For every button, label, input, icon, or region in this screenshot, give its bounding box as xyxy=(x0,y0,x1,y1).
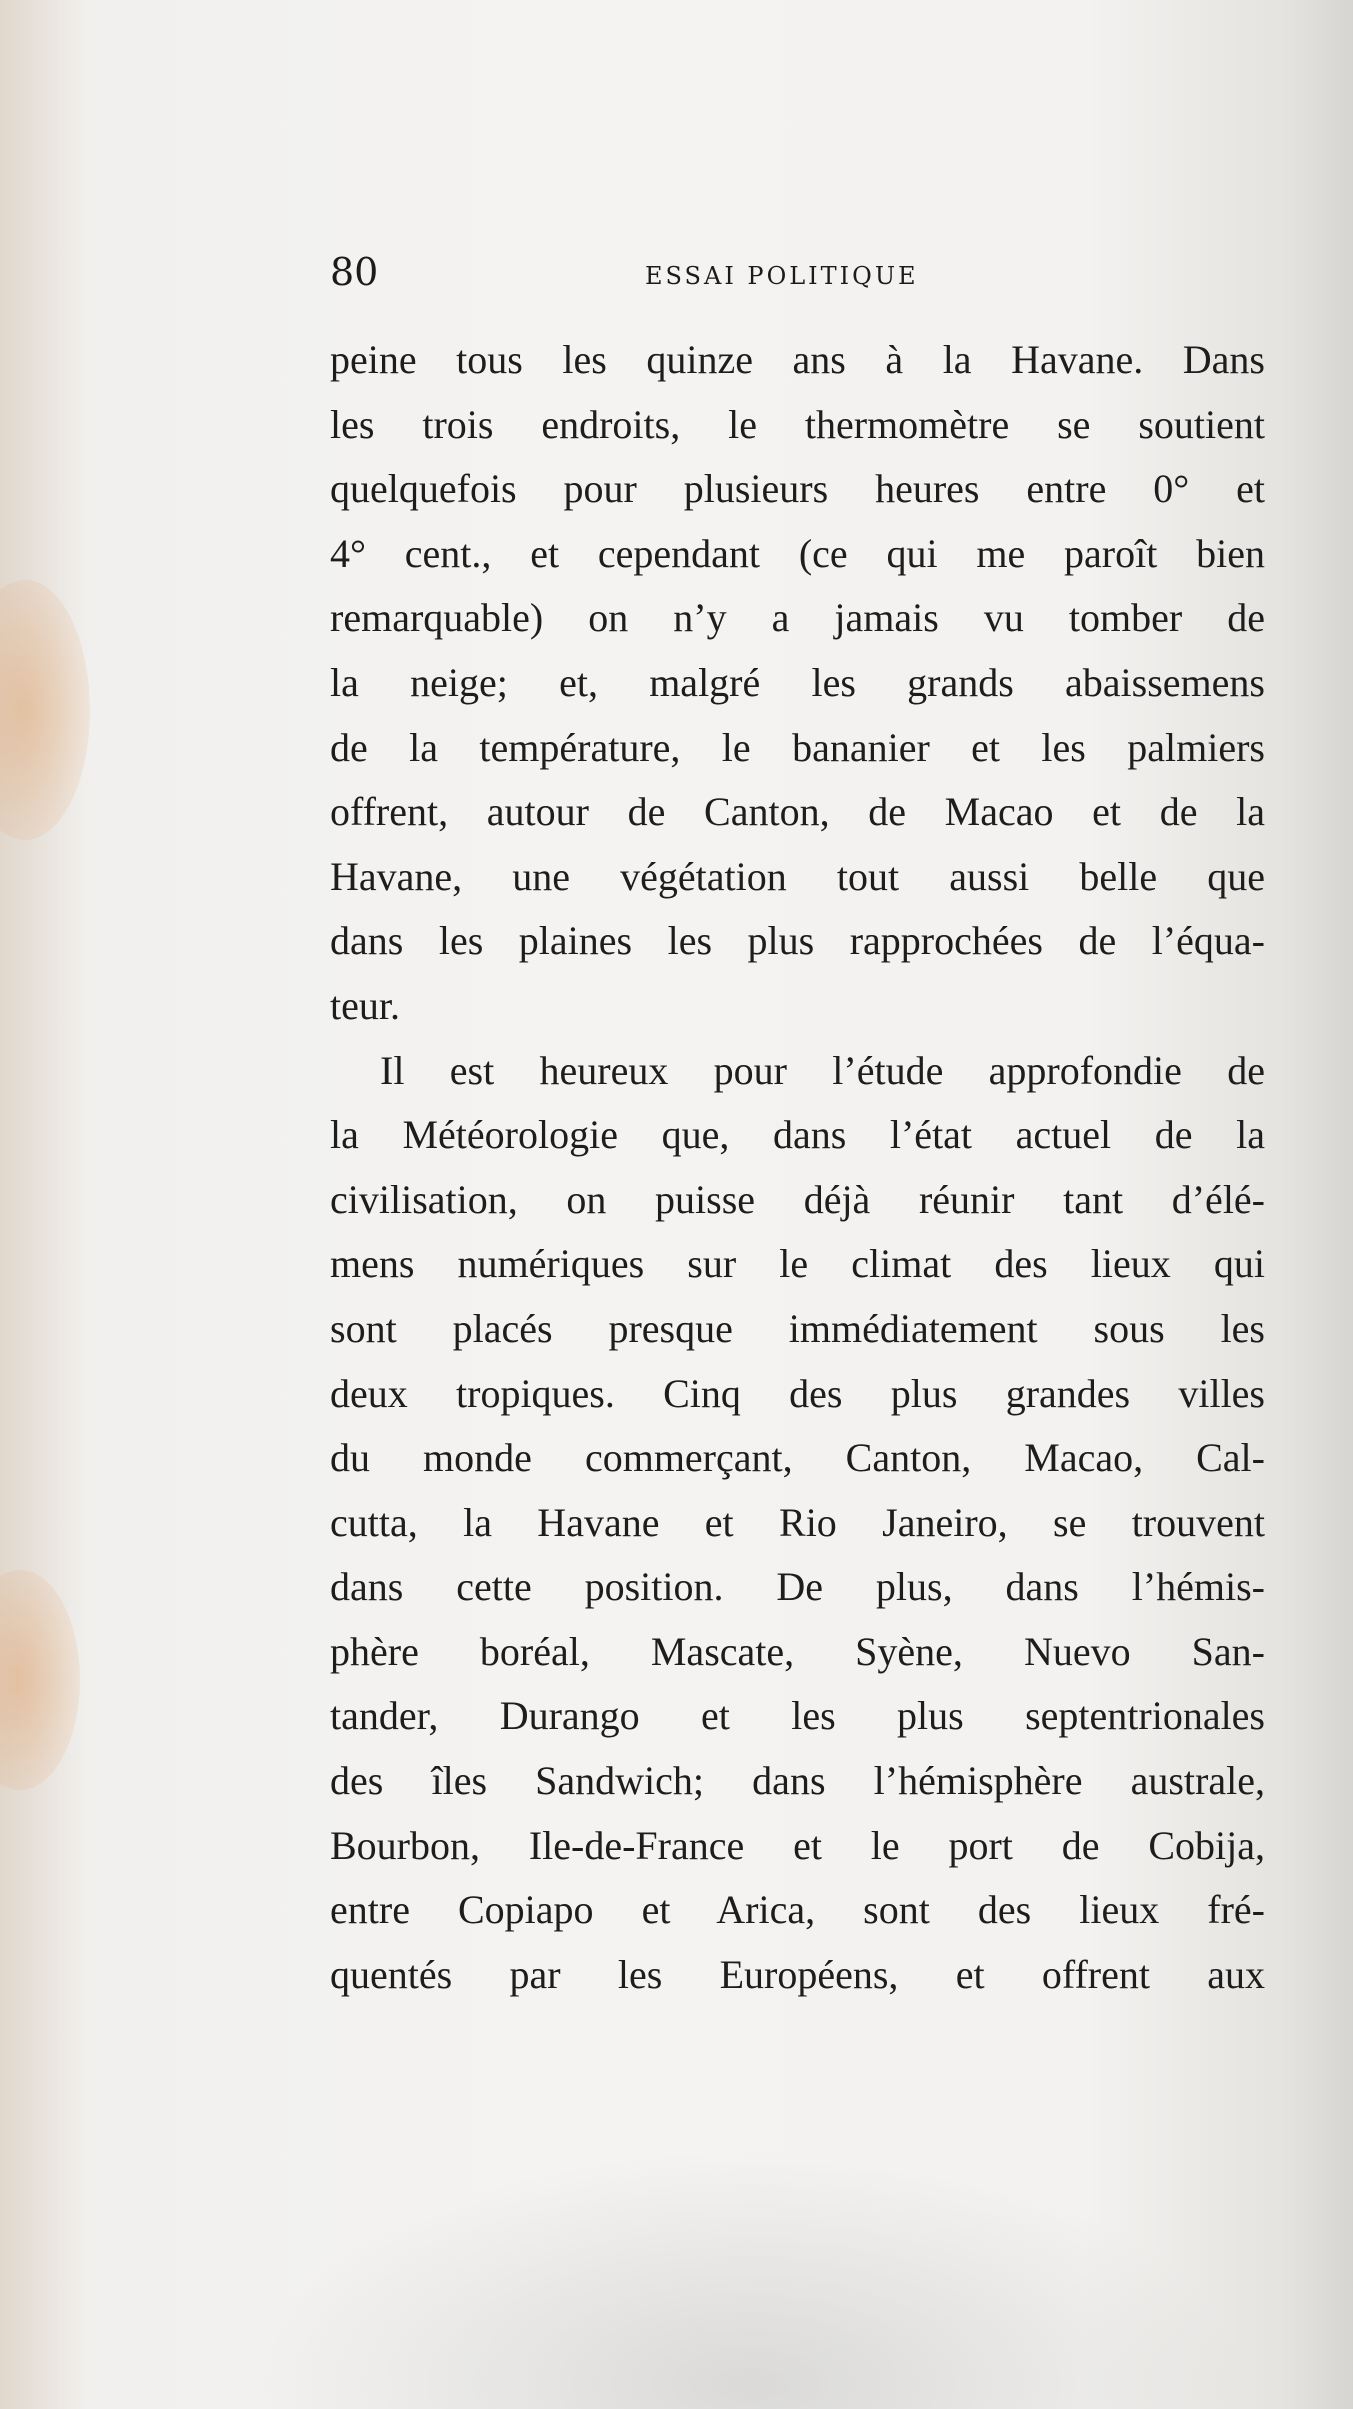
text-line: tander, Durango et les plus septentrionales xyxy=(330,1693,1265,1739)
text-line: remarquable) on n’y a jamais vu tomber de xyxy=(330,595,1265,641)
text-line: Bourbon, Ile-de-France et le port de Cobija, xyxy=(330,1822,1265,1868)
text-line: de la température, le bananier et les palmiers xyxy=(330,724,1265,770)
text-line: la Météorologie que, dans l’état actuel de la xyxy=(330,1112,1265,1158)
text-line: deux tropiques. Cinq des plus grandes villes xyxy=(330,1370,1265,1416)
text-line: quentés par les Européens, et offrent aux xyxy=(330,1951,1265,1997)
text-line: quelquefois pour plusieurs heures entre 0° et xyxy=(330,466,1265,512)
page-number: 80 xyxy=(330,250,379,294)
page-gutter-shadow xyxy=(0,0,90,2409)
text-line: des îles Sandwich; dans l’hémisphère australe, xyxy=(330,1758,1265,1804)
body-text xyxy=(330,328,1265,2007)
text-line: dans les plaines les plus rapprochées de l’équa- xyxy=(330,918,1265,964)
text-line: dans cette position. De plus, dans l’hémis- xyxy=(330,1564,1265,1610)
text-line: teur. xyxy=(330,982,400,1028)
text-line: du monde commerçant, Canton, Macao, Cal- xyxy=(330,1435,1265,1481)
text-line: civilisation, on puisse déjà réunir tant d’élé- xyxy=(330,1176,1265,1222)
text-line: phère boréal, Mascate, Syène, Nuevo San- xyxy=(330,1628,1265,1674)
text-line: offrent, autour de Canton, de Macao et de la xyxy=(330,789,1265,835)
text-line: Il est heureux pour l’étude approfondie de xyxy=(380,1047,1265,1093)
text-line: Havane, une végétation tout aussi belle que xyxy=(330,853,1265,899)
text-line: sont placés presque immédiatement sous les xyxy=(330,1305,1265,1351)
text-line: 4° cent., et cependant (ce qui me paroît bien xyxy=(330,530,1265,576)
text-line: les trois endroits, le thermomètre se soutient xyxy=(330,401,1265,447)
bleed-through-shadow xyxy=(250,2150,1250,2409)
running-head: ESSAI POLITIQUE xyxy=(645,262,919,290)
text-line: mens numériques sur le climat des lieux qui xyxy=(330,1241,1265,1287)
page-header xyxy=(330,250,1265,300)
text-line: la neige; et, malgré les grands abaissemens xyxy=(330,659,1265,705)
text-line: entre Copiapo et Arica, sont des lieux fré- xyxy=(330,1887,1265,1933)
text-line: peine tous les quinze ans à la Havane. Dans xyxy=(330,337,1265,382)
text-line: cutta, la Havane et Rio Janeiro, se trouvent xyxy=(330,1499,1265,1545)
